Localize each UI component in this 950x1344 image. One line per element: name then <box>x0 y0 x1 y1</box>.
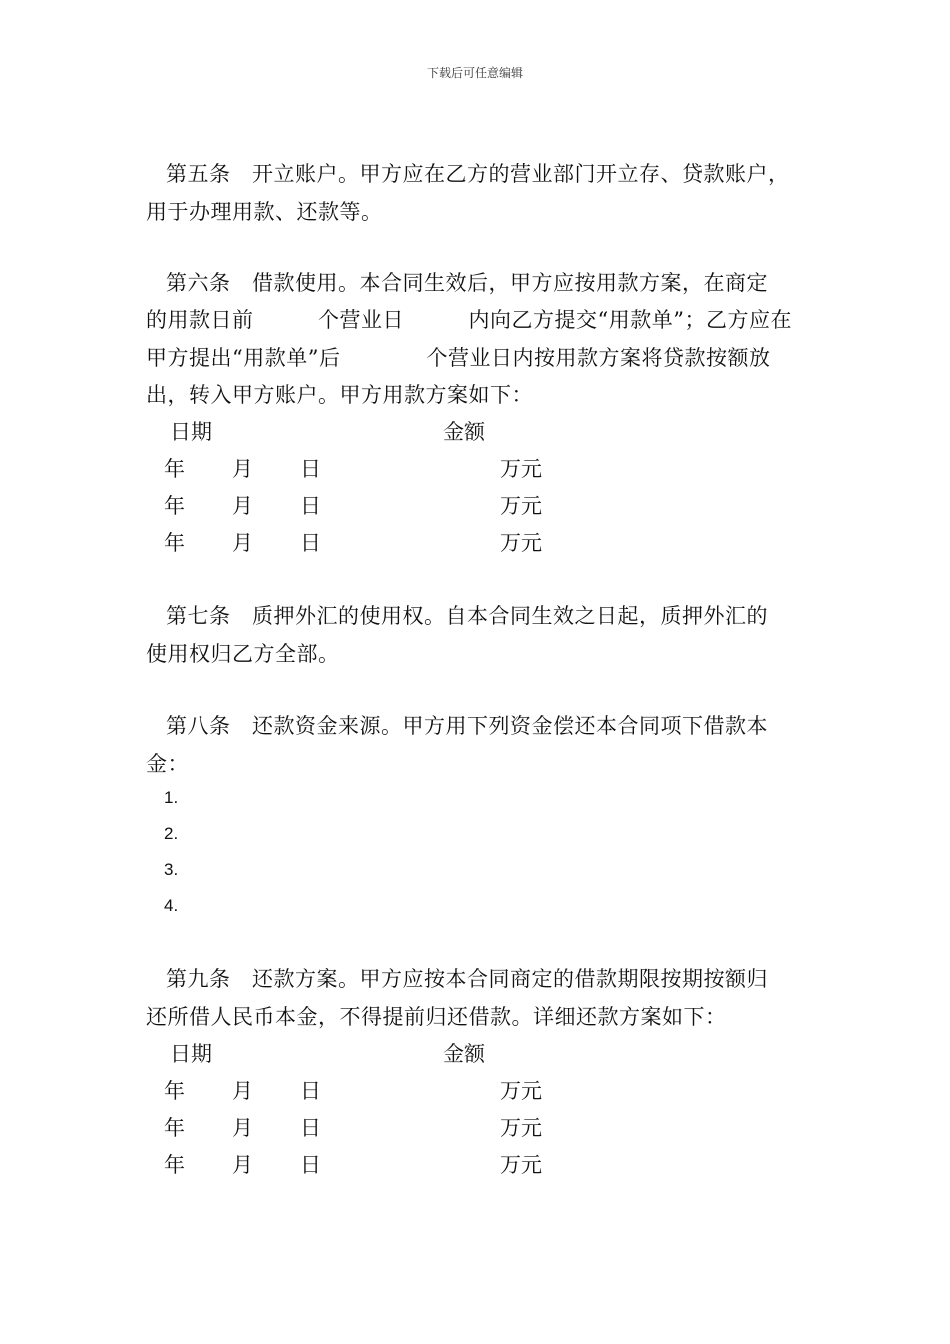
table-2-row-3-month: 月 <box>232 1153 253 1177</box>
table-2-row-1-year: 年 <box>164 1079 185 1103</box>
page-header: 下载后可任意编辑 <box>426 66 523 80</box>
article-7-line-1: 第七条 质押外汇的使用权。自本合同生效之日起，质押外汇的 <box>166 604 768 628</box>
table-2-header-amount: 金额 <box>443 1042 485 1066</box>
table-1-row-3-year: 年 <box>164 531 185 555</box>
table-2-row-2-month: 月 <box>232 1116 253 1140</box>
table-2-row-3-day: 日 <box>300 1153 321 1177</box>
article-8-item-4: 4. <box>164 896 179 915</box>
table-1-row-3-unit: 万元 <box>500 531 542 555</box>
article-8-line-2: 金： <box>146 752 189 776</box>
article-6-line-3: 甲方提出“用款单”后 个营业日内按用款方案将贷款按额放 <box>146 346 771 370</box>
table-1-row-1-day: 日 <box>300 457 321 481</box>
table-1-row-3-day: 日 <box>300 531 321 555</box>
table-1-row-1-unit: 万元 <box>500 457 542 481</box>
table-2-header-date: 日期 <box>170 1042 212 1066</box>
article-9-line-1: 第九条 还款方案。甲方应按本合同商定的借款期限按期按额归 <box>166 967 768 991</box>
table-2-row-1-unit: 万元 <box>500 1079 542 1103</box>
article-8-item-3: 3. <box>164 860 179 879</box>
table-1-row-2-unit: 万元 <box>500 494 542 518</box>
article-8-line-1: 第八条 还款资金来源。甲方用下列资金偿还本合同项下借款本 <box>166 714 768 738</box>
table-2-row-2-unit: 万元 <box>500 1116 542 1140</box>
table-2-row-3-unit: 万元 <box>500 1153 542 1177</box>
article-5-line-1: 第五条 开立账户。甲方应在乙方的营业部门开立存、贷款账户， <box>166 162 790 186</box>
table-1-row-2-day: 日 <box>300 494 321 518</box>
article-6-line-2: 的用款日前 个营业日 内向乙方提交“用款单”；乙方应在 <box>146 308 792 332</box>
article-8-item-2: 2. <box>164 824 179 843</box>
table-1-row-3-month: 月 <box>232 531 253 555</box>
table-1-row-2-year: 年 <box>164 494 185 518</box>
table-2-row-2-day: 日 <box>300 1116 321 1140</box>
article-6-line-1: 第六条 借款使用。本合同生效后，甲方应按用款方案，在商定 <box>166 271 768 295</box>
article-5-line-2: 用于办理用款、还款等。 <box>146 200 383 224</box>
table-2-row-1-month: 月 <box>232 1079 253 1103</box>
table-1-row-2-month: 月 <box>232 494 253 518</box>
article-9-line-2: 还所借人民币本金，不得提前归还借款。详细还款方案如下： <box>146 1005 727 1029</box>
table-2-row-2-year: 年 <box>164 1116 185 1140</box>
table-1-row-1-year: 年 <box>164 457 185 481</box>
article-7-line-2: 使用权归乙方全部。 <box>146 642 340 666</box>
table-1-header-date: 日期 <box>170 420 212 444</box>
table-2-row-1-day: 日 <box>300 1079 321 1103</box>
article-6-line-4: 出，转入甲方账户。甲方用款方案如下： <box>146 383 533 407</box>
table-1-header-amount: 金额 <box>443 420 485 444</box>
article-8-item-1: 1. <box>164 788 179 807</box>
table-1-row-1-month: 月 <box>232 457 253 481</box>
table-2-row-3-year: 年 <box>164 1153 185 1177</box>
